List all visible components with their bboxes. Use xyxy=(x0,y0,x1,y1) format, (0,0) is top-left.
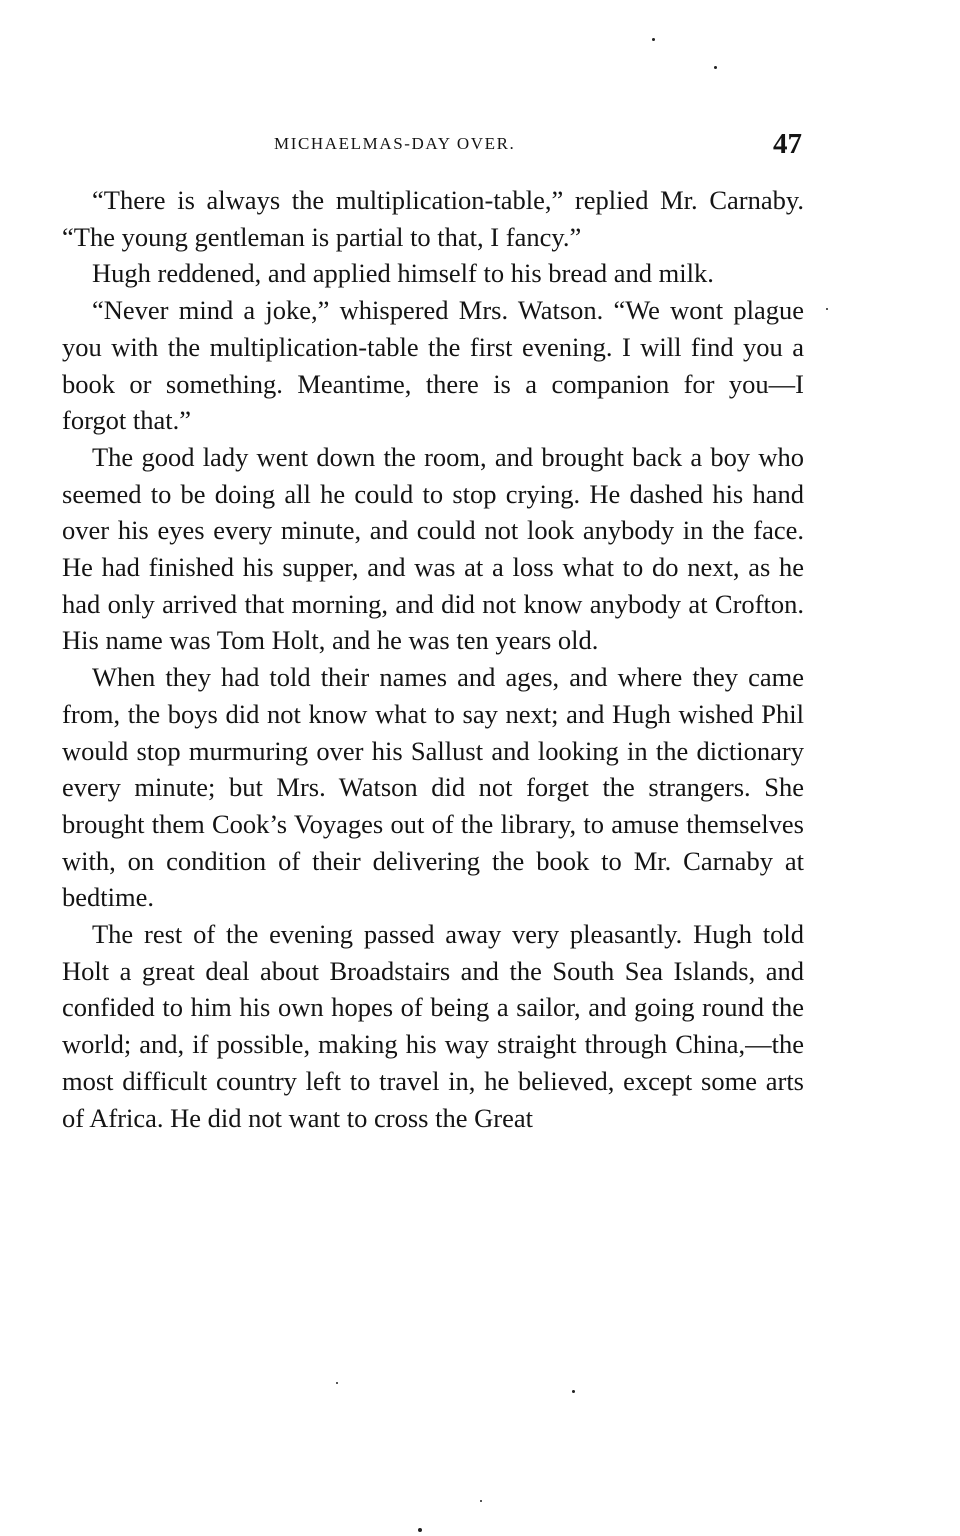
print-speck xyxy=(572,1390,575,1393)
print-speck xyxy=(714,66,717,69)
running-head: MICHAELMAS-DAY OVER. xyxy=(274,134,516,153)
paragraph: “Never mind a joke,” whispered Mrs. Watson. “We wont plague you with the multiplication-table the first evening. I will find you a book or something. Meantime, there is a companion for you—I forgot that.” xyxy=(62,295,804,436)
page-number: 47 xyxy=(773,128,802,160)
paragraph: When they had told their names and ages, and where they came from, the boys did not know what to say next; and Hugh wished Phil would stop murmuring over his Sallust and looking in the dictionary every minute; but Mrs. Watson did not forget the strangers. She brought them Cook’s Voyages out of the library, to amuse themselves with, on condition of their delivering the book to Mr. Carnaby at bedtime. xyxy=(62,662,804,913)
body-text xyxy=(62,182,804,1136)
print-speck xyxy=(480,1500,482,1502)
paragraph: The rest of the evening passed away very pleasantly. Hugh told Holt a great deal about Broadstairs and the South Sea Islands, and confided to him his own hopes of being a sailor, and going round the world; and, if possible, making his way straight through China,—the most difficult country left to travel in, he believed, except some arts of Africa. He did not want to cross the Great xyxy=(62,919,804,1133)
paragraph: “There is always the multiplication-table,” replied Mr. Carnaby. “The young gentleman is partial to that, I fancy.” xyxy=(62,185,804,252)
paragraph: Hugh reddened, and applied himself to his bread and milk. xyxy=(92,258,714,289)
paragraph: The good lady went down the room, and brought back a boy who seemed to be doing all he could to stop crying. He dashed his hand over his eyes every minute, and could not look anybody in the face. He had finished his supper, and was at a loss what to do next, as he had only arrived that morning, and did not know anybody at Crofton. His name was Tom Holt, and he was ten years old. xyxy=(62,441,804,656)
print-speck xyxy=(826,308,828,310)
print-speck xyxy=(418,1528,422,1532)
page-header xyxy=(62,128,804,168)
print-speck xyxy=(336,1382,338,1384)
print-speck xyxy=(652,38,655,41)
